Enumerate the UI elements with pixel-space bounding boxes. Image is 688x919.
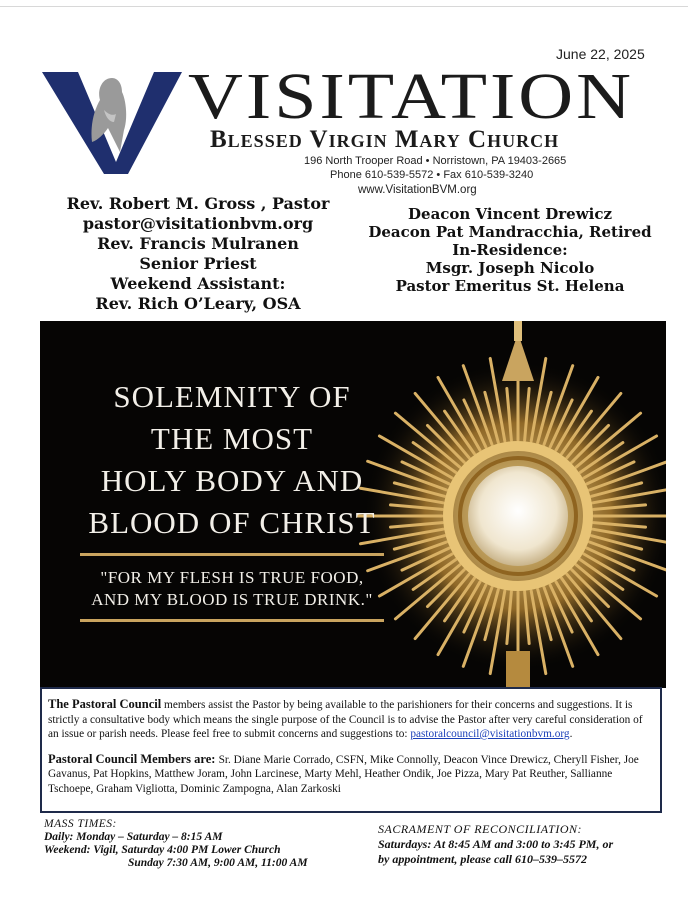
reconciliation-line-2: by appointment, please call 610–539–5572 bbox=[378, 852, 587, 866]
in-residence-title: Pastor Emeritus St. Helena bbox=[395, 277, 625, 295]
council-email-link[interactable]: pastoralcouncil@visitationbvm.org bbox=[410, 728, 570, 740]
hero-title-line: BLOOD OF CHRIST bbox=[88, 505, 376, 540]
solemnity-banner bbox=[40, 321, 666, 688]
hero-title bbox=[82, 376, 382, 544]
council-lead: The Pastoral Council bbox=[48, 697, 162, 711]
clergy-right bbox=[360, 205, 660, 295]
reconciliation-heading: SACRAMENT OF RECONCILIATION: bbox=[378, 822, 583, 836]
church-address: 196 North Trooper Road • Norristown, PA 19403-2665 bbox=[304, 155, 567, 167]
in-residence-label: In-Residence: bbox=[452, 241, 568, 259]
reconciliation bbox=[378, 822, 613, 867]
hero-quote-line: "FOR MY FLESH IS TRUE FOOD, bbox=[100, 568, 364, 587]
deacon-1: Deacon Vincent Drewicz bbox=[408, 205, 612, 223]
top-rule bbox=[0, 6, 688, 7]
clergy-left bbox=[50, 194, 346, 314]
hero-quote-line: AND MY BLOOD IS TRUE DRINK." bbox=[91, 590, 373, 609]
weekend-assistant-label: Weekend Assistant: bbox=[110, 274, 286, 293]
council-members bbox=[48, 752, 654, 797]
church-website[interactable]: www.VisitationBVM.org bbox=[358, 184, 477, 196]
senior-priest-name: Rev. Francis Mulranen bbox=[97, 234, 299, 253]
gold-divider-top bbox=[80, 553, 384, 556]
gold-divider-bottom bbox=[80, 619, 384, 622]
council-text: members assist the Pastor by being available to the parishioners for their concerns and suggestions. It is strictly a consultative body which means the single purpose of the Council is to advise the Pastor after very careful consideration of an issue or parish needs. Please feel free to submit concerns and suggestions to: bbox=[48, 699, 643, 740]
church-subtitle: Blessed Virgin Mary Church bbox=[210, 126, 560, 153]
hero-quote bbox=[80, 567, 384, 611]
in-residence-name: Msgr. Joseph Nicolo bbox=[425, 259, 595, 277]
pastoral-council-box bbox=[40, 687, 662, 813]
mass-weekend: Weekend: Vigil, Saturday 4:00 PM Lower Church bbox=[44, 844, 281, 856]
mass-heading: MASS TIMES: bbox=[44, 818, 117, 830]
hero-title-line: SOLEMNITY OF bbox=[113, 379, 351, 414]
senior-priest-title: Senior Priest bbox=[139, 254, 257, 273]
members-list: Sr. Diane Marie Corrado, CSFN, Mike Connolly, Deacon Vince Drewicz, Cheryll Fisher, Joe Gavanus, Pat Hopkins, Matthew Joram, John Larcinese, Marty Mehl, Heather Ondik, Joe Pizza, Mary Pat Reuther, Sallianne Tschoepe, Graham Vigliotta, Dominic Zampogna, Alan Zarkoski bbox=[48, 753, 639, 795]
pastor-name: Rev. Robert M. Gross , Pastor bbox=[66, 194, 330, 213]
hero-title-line: HOLY BODY AND bbox=[100, 463, 364, 498]
visitation-v-logo-icon bbox=[42, 70, 182, 174]
council-description bbox=[48, 697, 654, 742]
church-name: VISITATION bbox=[188, 60, 635, 133]
weekend-assistant-name: Rev. Rich O’Leary, OSA bbox=[95, 294, 301, 313]
council-period: . bbox=[569, 728, 573, 740]
mass-times bbox=[44, 818, 308, 870]
mass-sunday: Sunday 7:30 AM, 9:00 AM, 11:00 AM bbox=[128, 857, 308, 869]
mass-daily: Daily: Monday – Saturday – 8:15 AM bbox=[44, 831, 223, 843]
deacon-2: Deacon Pat Mandracchia, Retired bbox=[368, 223, 652, 241]
pastor-email[interactable]: pastor@visitationbvm.org bbox=[82, 214, 314, 233]
members-label: Pastoral Council Members are: bbox=[48, 751, 219, 766]
hero-title-line: THE MOST bbox=[150, 421, 314, 456]
reconciliation-line-1: Saturdays: At 8:45 AM and 3:00 to 3:45 PM, or bbox=[378, 837, 614, 851]
bulletin-date: June 22, 2025 bbox=[556, 46, 645, 62]
church-phone: Phone 610-539-5572 • Fax 610-539-3240 bbox=[330, 169, 534, 181]
